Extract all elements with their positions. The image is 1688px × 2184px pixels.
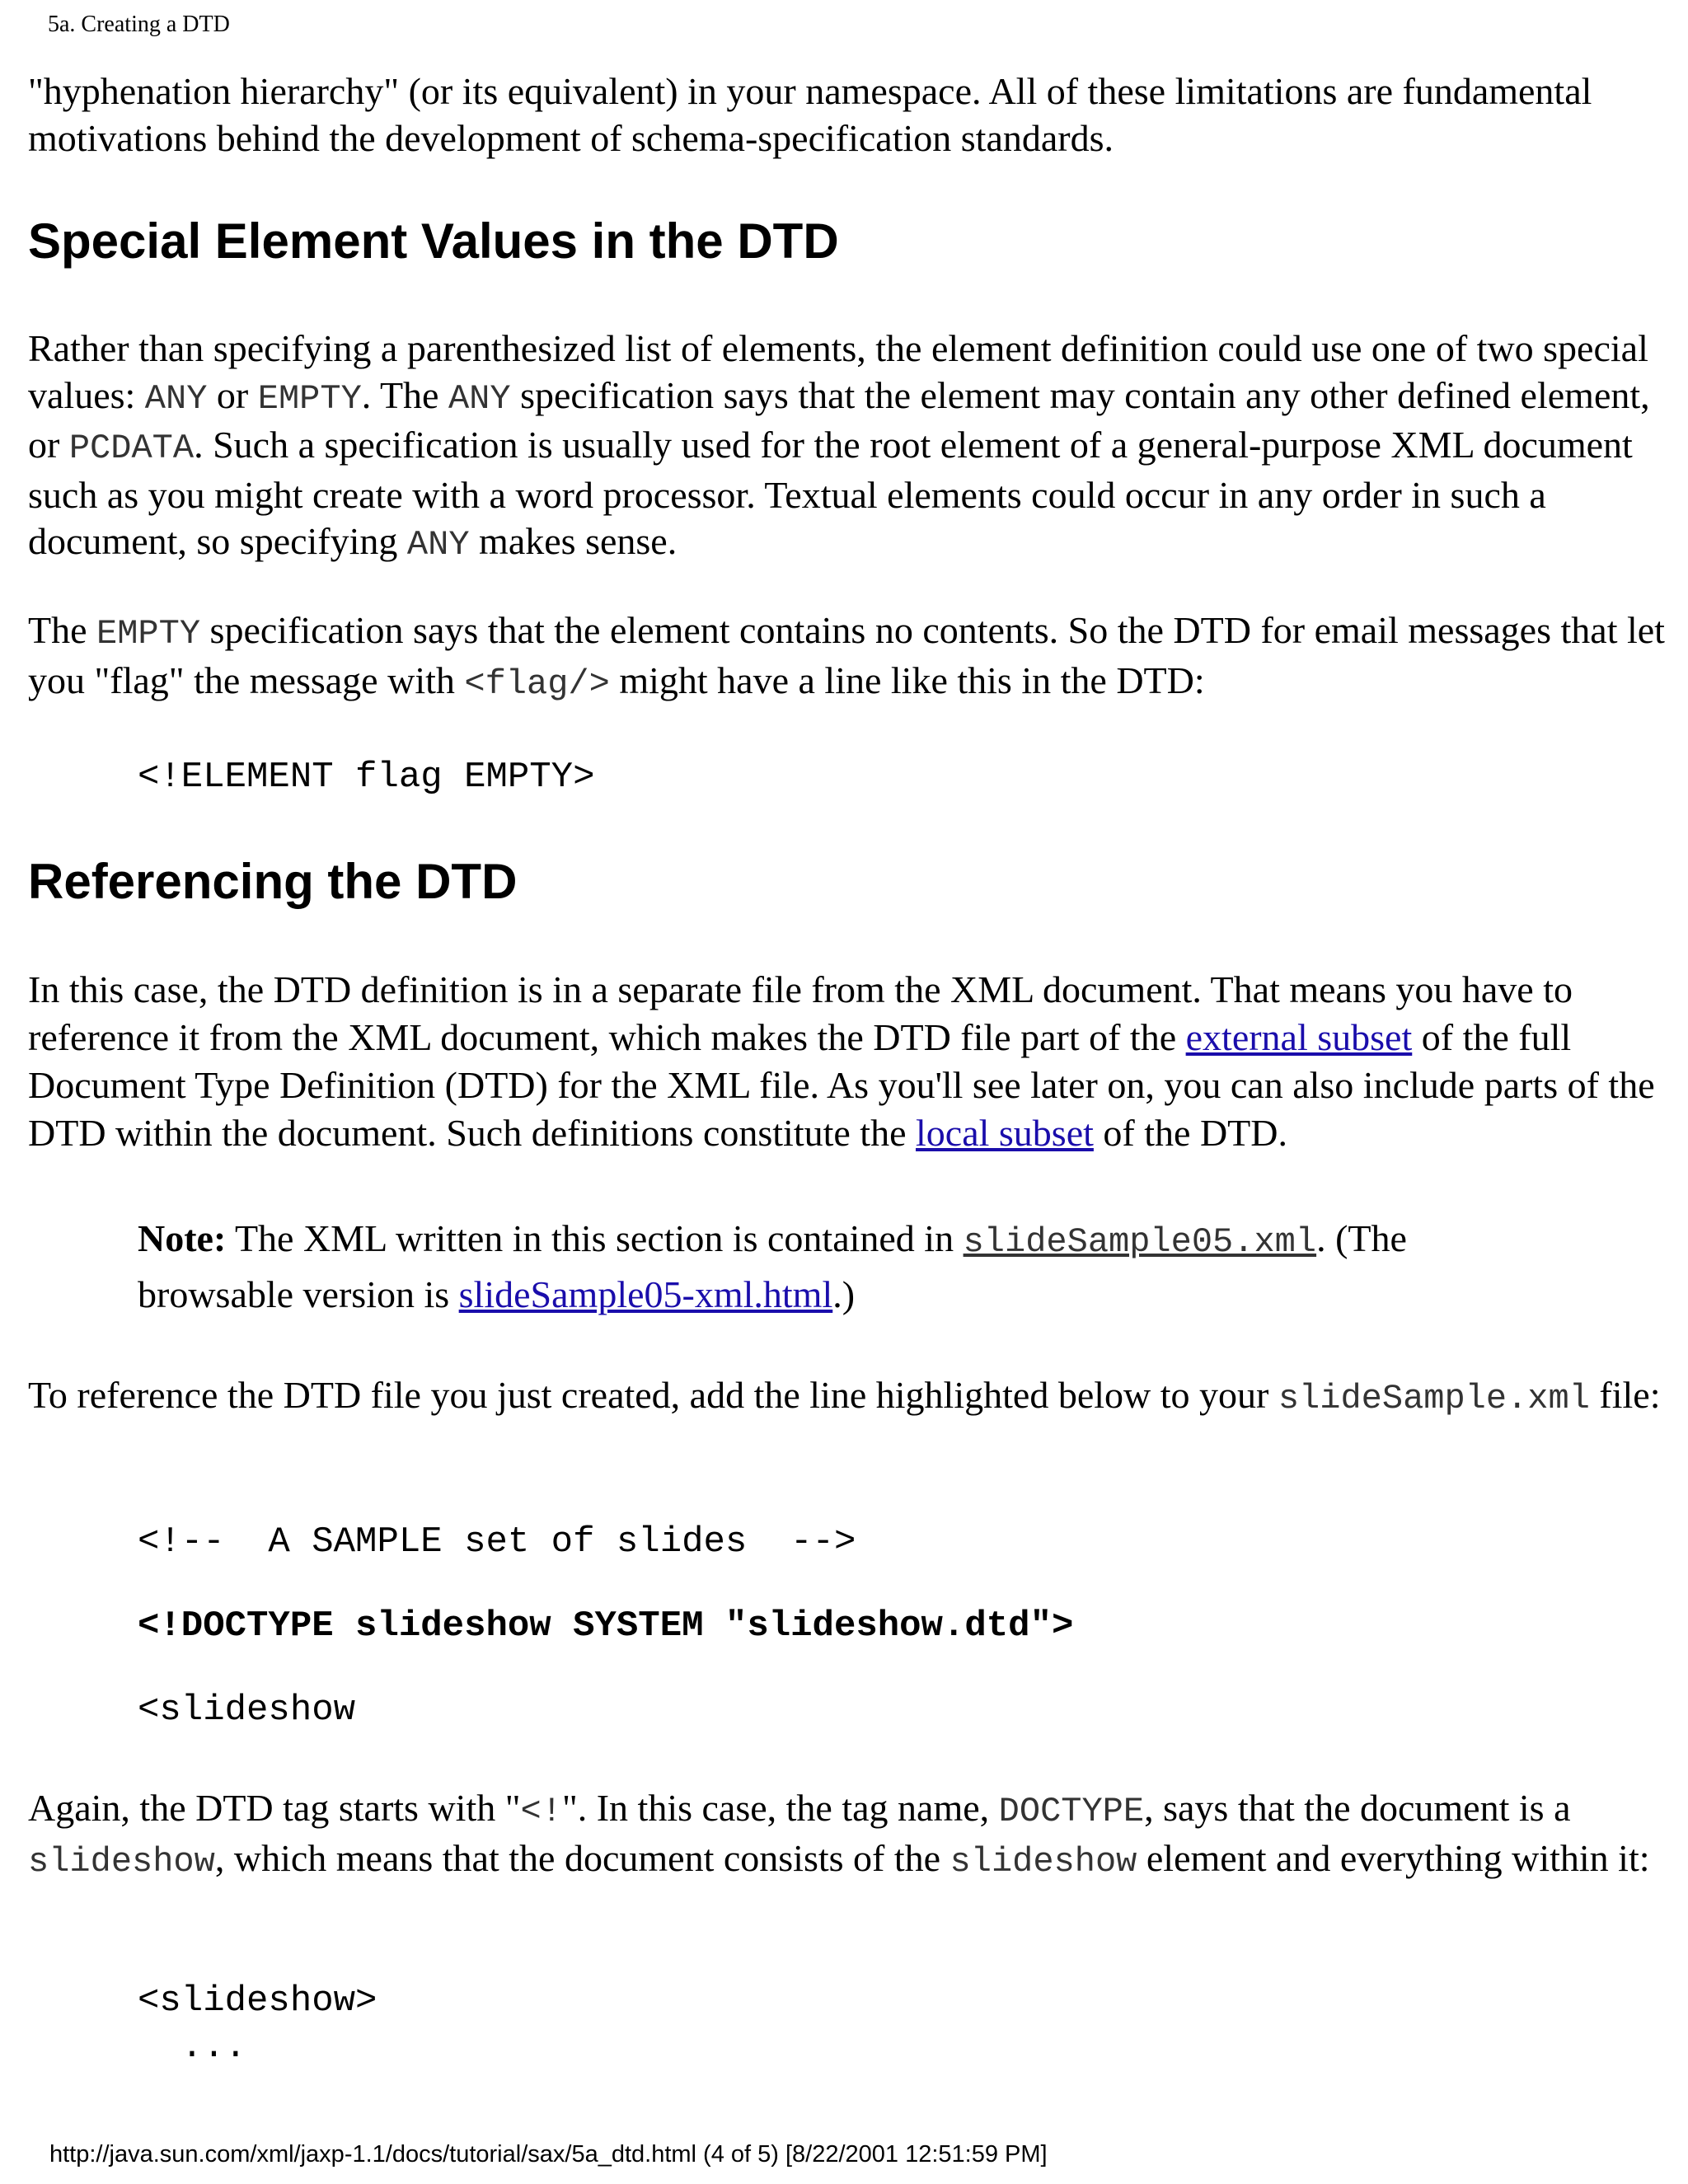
text: . Such a specification is usually used for the root element of a general-purpose XML document such as you might create with a word processor. Textual elements could occur in any order in such a document, so specifying [28,424,1633,562]
code-inline: EMPTY [257,378,362,419]
code-inline: ANY [448,378,511,419]
paragraph-any-empty [28,326,1668,569]
text: makes sense. [469,520,678,562]
text: specification says that the element may contain any other defined element, or [28,373,1650,466]
external-subset-link[interactable]: external subset [1185,1016,1413,1058]
section-heading-referencing: Referencing the DTD [28,854,518,909]
text: . (The browsable version is [138,1217,1407,1315]
paragraph-doctype-explanation [28,1785,1668,1885]
section-heading-special-values: Special Element Values in the DTD [28,213,839,269]
text: .) [832,1273,856,1315]
code-line-slideshow: <slideshow> [138,1980,377,2022]
intro-paragraph: "hyphenation hierarchy" (or its equivalent) in your namespace. All of these limitations are fundamental motivations behind the development of schema-specification standards. [28,70,1592,159]
code-inline: slideSample.xml [1278,1379,1590,1418]
text: file: [1589,1374,1661,1416]
text: In this case, the DTD definition is in a separate file from the XML document. That means you have to reference it from the XML document, which makes the DTD file part of the [28,968,1573,1058]
code-inline: slideshow [28,1841,215,1882]
code-line-doctype: <!DOCTYPE slideshow SYSTEM "slideshow.dtd"> [138,1605,1074,1647]
page-footer-url: http://java.sun.com/xml/jaxp-1.1/docs/tutorial/sax/5a_dtd.html (4 of 5) [8/22/2001 12:51:59 PM] [49,2141,1048,2168]
text: , says that the document is a [1144,1787,1571,1829]
page-header: 5a. Creating a DTD [48,12,230,37]
code-inline: <! [520,1792,562,1831]
slidesample05-html-link[interactable]: slideSample05-xml.html [458,1273,833,1315]
code-line-comment: <!-- A SAMPLE set of slides --> [138,1521,856,1563]
text: might have a line like this in the DTD: [609,658,1205,701]
text: specification says that the element contains no contents. So the DTD for email messages that let you "flag" the message with [28,609,1665,701]
code-block-element-flag: <!ELEMENT flag EMPTY> [138,757,595,798]
text: . The [361,373,448,416]
code-inline: ANY [406,525,470,565]
text: of the full Document Type Definition (DTD) for the XML file. As you'll see later on, you can also include parts of the DTD within the document. Such definitions constitute the [28,1016,1655,1154]
code-line-ellipsis: ... [138,2027,247,2068]
text: or [207,373,258,416]
code-inline: slideshow [950,1841,1137,1882]
text: Rather than specifying a parenthesized list of elements, the element definition could use one of two special values: [28,327,1648,416]
text: , which means that the document consists of the [214,1836,950,1879]
code-line-slideshow-open: <slideshow [138,1690,356,1731]
text: To reference the DTD file you just created, add the line highlighted below to your [28,1374,1278,1416]
paragraph-add-line [28,1372,1668,1422]
paragraph-referencing [28,966,1668,1157]
code-inline: <flag/> [464,663,610,704]
text: of the DTD. [1093,1112,1287,1154]
text: element and everything within it: [1137,1836,1650,1879]
paragraph-empty-spec [28,607,1668,707]
text: Again, the DTD tag starts with " [28,1787,521,1829]
code-inline: EMPTY [96,614,201,654]
note-label: Note: [138,1217,227,1259]
code-inline: PCDATA [68,429,195,468]
code-inline: ANY [144,378,208,419]
local-subset-link[interactable]: local subset [916,1112,1094,1154]
text: ". In this case, the tag name, [561,1787,999,1829]
text: The [28,609,97,651]
text: The XML written in this section is contained in [226,1217,964,1259]
note-paragraph [138,1212,1539,1320]
code-inline: DOCTYPE [998,1792,1145,1831]
slidesample05-xml-link[interactable]: slideSample05.xml [963,1222,1317,1262]
